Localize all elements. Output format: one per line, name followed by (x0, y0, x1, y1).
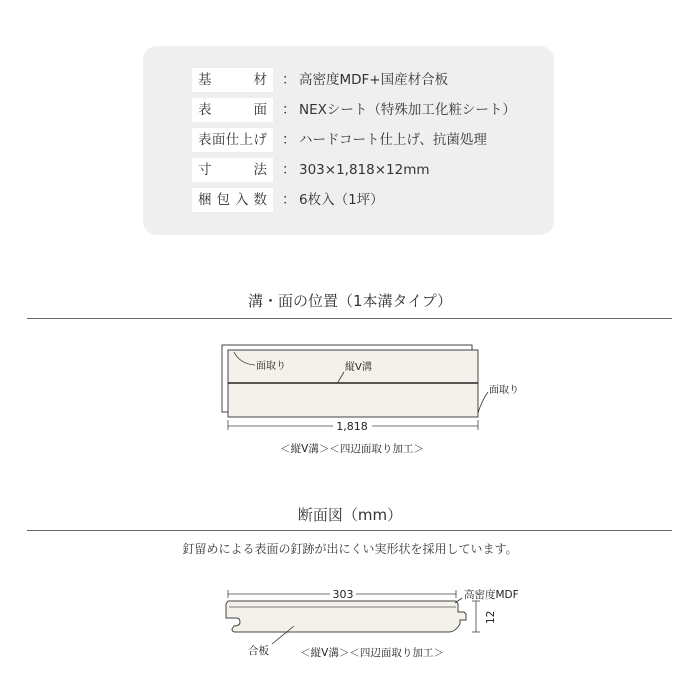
spec-colon: ： (282, 132, 296, 148)
spec-row-package (143, 188, 554, 212)
spec-value: NEXシート（特殊加工化粧シート） (299, 102, 516, 118)
section-divider (27, 530, 672, 531)
groove-diagram (0, 330, 700, 460)
groove-caption: ＜縦V溝＞＜四辺面取り加工＞ (280, 443, 424, 455)
spec-label: 表面仕上げ (192, 128, 273, 152)
label-chamfer-right: 面取り (489, 385, 519, 396)
leader-chamfer-right (478, 392, 488, 413)
spec-colon: ： (282, 102, 296, 118)
thickness-dimension: 12 (485, 610, 497, 624)
spec-value: 303×1,818×12mm (299, 162, 430, 178)
cross-section-caption: ＜縦V溝＞＜四辺面取り加工＞ (300, 647, 444, 659)
cross-section-note: 釘留めによる表面の釘跡が出にくい実形状を採用しています。 (182, 542, 518, 556)
groove-section-title: 溝・面の位置（1本溝タイプ） (248, 292, 452, 310)
spec-label: 基材 (192, 68, 273, 92)
label-plywood: 合板 (248, 645, 269, 657)
section-divider (27, 318, 672, 319)
spec-colon: ： (282, 72, 296, 88)
cross-section-title: 断面図（mm） (297, 506, 403, 524)
label-v-groove: 縦V溝 (345, 362, 372, 373)
spec-row-surface (143, 98, 554, 122)
spec-value: ハードコート仕上げ、抗菌処理 (299, 132, 487, 148)
spec-value: 6枚入（1坪） (299, 192, 384, 208)
spec-colon: ： (282, 192, 296, 208)
spec-colon: ： (282, 162, 296, 178)
board-profile (226, 601, 466, 632)
cross-section-diagram (0, 582, 700, 662)
spec-label: 寸法 (192, 158, 273, 182)
spec-row-finish (143, 128, 554, 152)
spec-label: 梱包入数 (192, 188, 273, 212)
spec-box (143, 46, 554, 235)
spec-row-material (143, 68, 554, 92)
length-dimension: 1,818 (336, 420, 368, 433)
spec-value: 高密度MDF+国産材合板 (299, 72, 449, 88)
spec-row-dimensions (143, 158, 554, 182)
label-chamfer-left: 面取り (256, 361, 286, 372)
width-dimension: 303 (332, 588, 354, 601)
spec-label: 表面 (192, 98, 273, 122)
label-mdf: 高密度MDF (464, 589, 519, 601)
